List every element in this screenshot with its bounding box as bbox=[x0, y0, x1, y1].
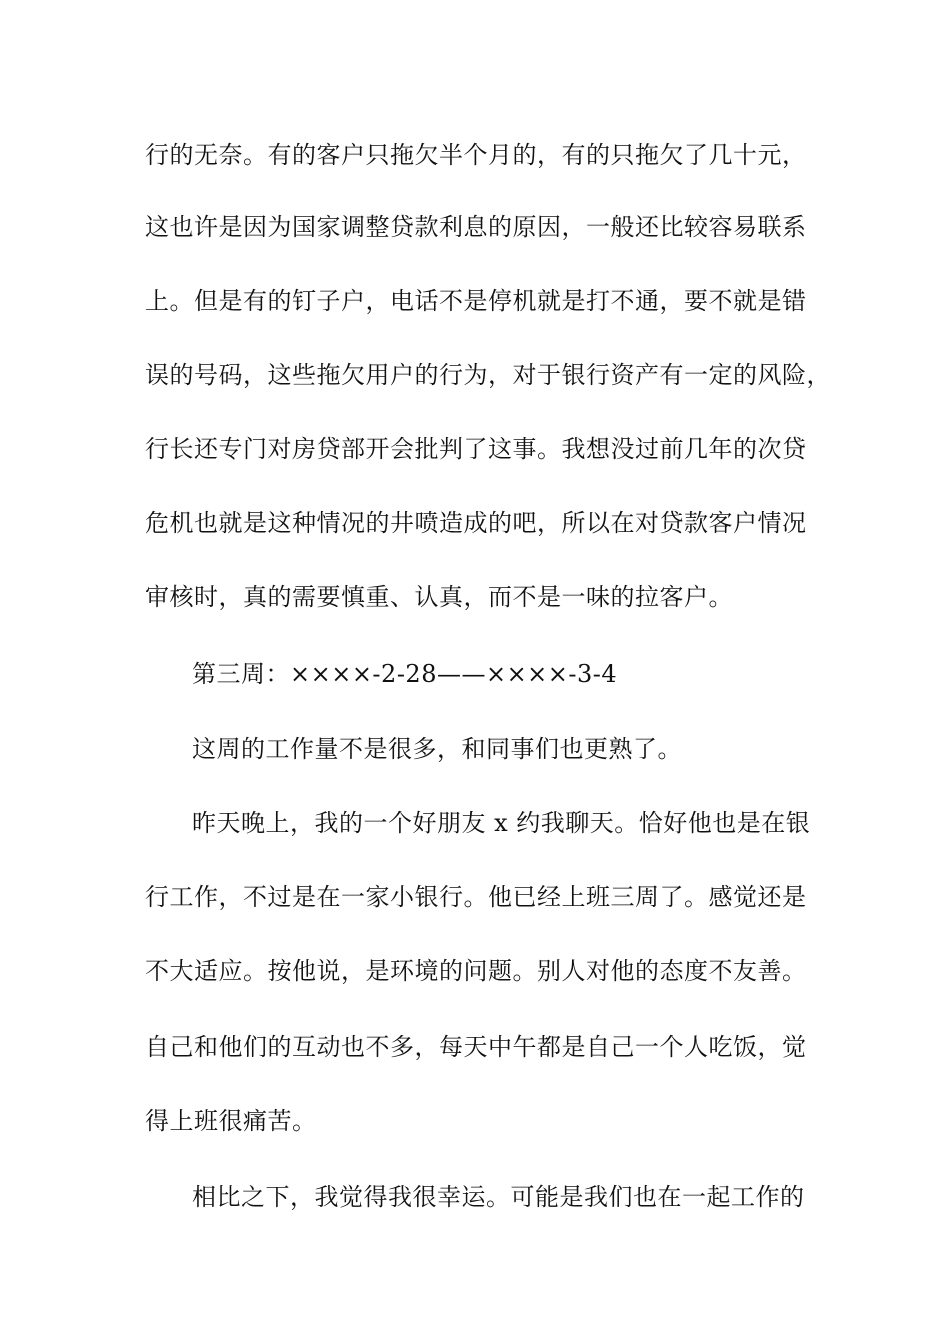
text-line: 不大适应。按他说，是环境的问题。别人对他的态度不友善。 bbox=[145, 957, 807, 985]
text-line: 上。但是有的钉子户，电话不是停机就是打不通，要不就是错 bbox=[145, 287, 807, 315]
text-line: 这也许是因为国家调整贷款利息的原因，一般还比较容易联系 bbox=[145, 213, 807, 241]
paragraph-start: 这周的工作量不是很多，和同事们也更熟了。 bbox=[192, 735, 682, 763]
paragraph-start: 昨天晚上，我的一个好朋友 x 约我聊天。恰好他也是在银 bbox=[192, 809, 811, 837]
text-line: 危机也就是这种情况的井喷造成的吧，所以在对贷款客户情况 bbox=[145, 509, 807, 537]
section-heading: 第三周：××××-2-28——××××-3-4 bbox=[192, 660, 618, 688]
text-line: 误的号码，这些拖欠用户的行为，对于银行资产有一定的风险， bbox=[145, 361, 831, 389]
paragraph-start: 相比之下，我觉得我很幸运。可能是我们也在一起工作的 bbox=[192, 1183, 805, 1211]
text-line: 行长还专门对房贷部开会批判了这事。我想没过前几年的次贷 bbox=[145, 435, 807, 463]
text-line: 自己和他们的互动也不多，每天中午都是自己一个人吃饭，觉 bbox=[145, 1033, 807, 1061]
text-line: 审核时，真的需要慎重、认真，而不是一味的拉客户。 bbox=[145, 583, 733, 611]
text-line: 行的无奈。有的客户只拖欠半个月的，有的只拖欠了几十元， bbox=[145, 141, 807, 169]
text-line: 得上班很痛苦。 bbox=[145, 1107, 317, 1135]
text-line: 行工作，不过是在一家小银行。他已经上班三周了。感觉还是 bbox=[145, 883, 807, 911]
